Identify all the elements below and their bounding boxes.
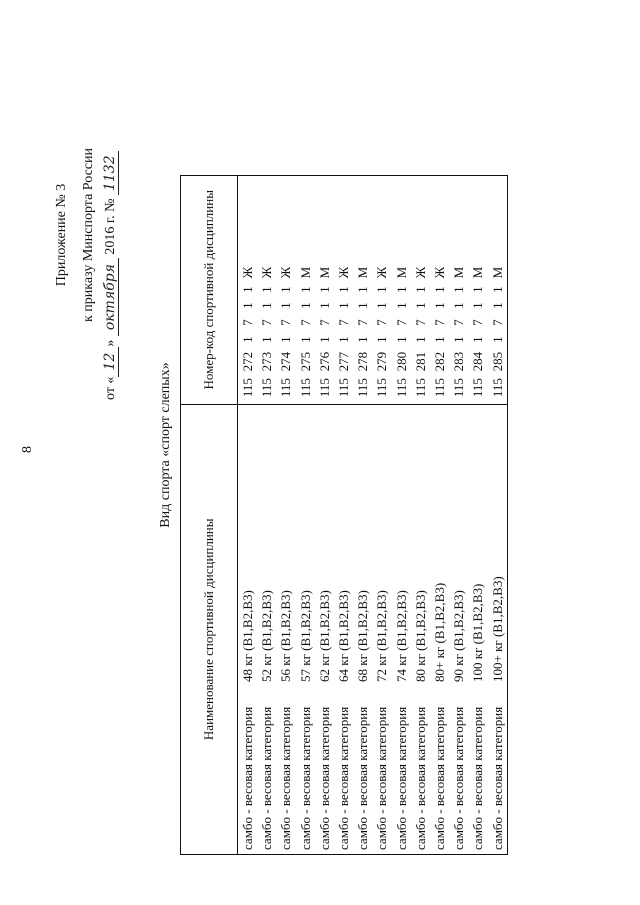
code-segment: 7	[470, 319, 486, 326]
code-segment: 1	[374, 302, 390, 309]
code-segment: 115	[451, 378, 467, 398]
code-segment: Ж	[431, 266, 447, 279]
code-segment: 272	[240, 351, 256, 372]
code-segment: 115	[297, 378, 313, 398]
discipline-code-cell	[411, 176, 430, 405]
discipline-name-cell	[372, 404, 391, 854]
table-row	[276, 176, 295, 855]
discipline-name-cell	[353, 404, 372, 854]
handwritten-day: 12	[102, 347, 119, 377]
code-segment: 7	[316, 319, 332, 326]
discipline-name-prefix: самбо - весовая категория	[431, 706, 447, 850]
discipline-code-cell	[430, 176, 449, 405]
discipline-code-cell	[353, 176, 372, 405]
code-segment: 7	[355, 319, 371, 326]
code-segment: 1	[259, 302, 275, 309]
code-segment: 1	[489, 302, 505, 309]
code-segment: 1	[451, 336, 467, 343]
code-segment: 282	[431, 351, 447, 372]
code-segment: 7	[412, 319, 428, 326]
discipline-code-cell	[449, 176, 468, 405]
code-segment: 279	[374, 351, 390, 372]
table-row	[392, 176, 411, 855]
discipline-name-cell	[257, 404, 276, 854]
code-segment: 115	[470, 378, 486, 398]
code-segment: 115	[393, 378, 409, 398]
code-segment: 1	[259, 336, 275, 343]
code-segment: 7	[336, 319, 352, 326]
discipline-name-cell	[487, 404, 507, 854]
table-row	[315, 176, 334, 855]
code-segment: 1	[278, 286, 294, 293]
code-segment: 273	[259, 351, 275, 372]
code-segment: 276	[316, 351, 332, 372]
date-year-text: 2016 г. №	[103, 198, 118, 255]
discipline-name-cell	[238, 404, 258, 854]
code-segment: Ж	[412, 266, 428, 279]
code-segment: 1	[412, 286, 428, 293]
code-segment: 274	[278, 351, 294, 372]
table-row	[353, 176, 372, 855]
page-number: 8	[20, 446, 35, 453]
table-row	[296, 176, 315, 855]
table-row	[449, 176, 468, 855]
code-segment: 1	[316, 302, 332, 309]
code-segment: М	[393, 266, 409, 279]
code-segment: 1	[451, 302, 467, 309]
code-segment: 275	[297, 351, 313, 372]
code-segment: 285	[489, 351, 505, 372]
code-segment: 1	[355, 302, 371, 309]
code-segment: 1	[316, 286, 332, 293]
header-name: Наименование спортивной дисциплины	[181, 404, 238, 854]
code-segment: 1	[412, 302, 428, 309]
code-segment: 1	[278, 302, 294, 309]
code-segment: 283	[451, 351, 467, 372]
code-segment: 1	[240, 286, 256, 293]
code-segment: 1	[431, 302, 447, 309]
code-segment: 1	[297, 302, 313, 309]
code-segment: 1	[393, 302, 409, 309]
appendix-order-line: к приказу Минспорта России	[81, 148, 96, 322]
code-segment: 115	[278, 378, 294, 398]
code-segment: 1	[393, 286, 409, 293]
date-mid: »	[103, 339, 118, 347]
code-segment: 281	[412, 351, 428, 372]
table-row	[468, 176, 487, 855]
discipline-name-prefix: самбо - весовая категория	[451, 706, 467, 850]
discipline-code-cell	[315, 176, 334, 405]
code-segment: 7	[259, 319, 275, 326]
code-segment: М	[470, 266, 486, 279]
discipline-name-cell	[430, 404, 449, 854]
code-segment: 115	[355, 378, 371, 398]
discipline-name-cell	[411, 404, 430, 854]
code-segment: М	[489, 266, 505, 279]
date-prefix: от «	[103, 376, 118, 400]
code-segment: 278	[355, 351, 371, 372]
code-segment: 7	[297, 319, 313, 326]
discipline-code-cell	[392, 176, 411, 405]
discipline-weight-class: 62 кг (B1,B2,B3)	[316, 590, 332, 682]
table-header-row	[181, 176, 238, 855]
discipline-name-cell	[334, 404, 353, 854]
table-row	[430, 176, 449, 855]
code-segment: 1	[431, 286, 447, 293]
discipline-code-cell	[238, 176, 258, 405]
discipline-weight-class: 100+ кг (B1,B2,B3)	[489, 576, 505, 682]
code-segment: 1	[489, 336, 505, 343]
handwritten-order-number: 1132	[102, 151, 119, 195]
code-segment: 1	[451, 286, 467, 293]
discipline-code-cell	[372, 176, 391, 405]
discipline-name-cell	[315, 404, 334, 854]
table-row	[411, 176, 430, 855]
code-segment: 1	[240, 302, 256, 309]
code-segment: 1	[374, 336, 390, 343]
header-code: Номер-код спортивной дисциплины	[181, 176, 238, 405]
discipline-name-cell	[296, 404, 315, 854]
code-segment: 1	[297, 336, 313, 343]
code-segment: 7	[489, 319, 505, 326]
table-row	[238, 176, 258, 855]
discipline-name-prefix: самбо - весовая категория	[297, 706, 313, 850]
code-segment: 115	[336, 378, 352, 398]
code-segment: 1	[316, 336, 332, 343]
code-segment: 7	[374, 319, 390, 326]
code-segment: Ж	[374, 266, 390, 279]
code-segment: 1	[412, 336, 428, 343]
table-row	[372, 176, 391, 855]
code-segment: 7	[431, 319, 447, 326]
table-row	[487, 176, 507, 855]
code-segment: 1	[297, 286, 313, 293]
discipline-code-cell	[257, 176, 276, 405]
code-segment: 115	[240, 378, 256, 398]
code-segment: 7	[240, 319, 256, 326]
code-segment: 1	[431, 336, 447, 343]
code-segment: 284	[470, 351, 486, 372]
code-segment: Ж	[240, 266, 256, 279]
discipline-name-cell	[276, 404, 295, 854]
discipline-code-cell	[276, 176, 295, 405]
code-segment: 1	[336, 336, 352, 343]
table-body	[238, 176, 508, 855]
code-segment: 1	[393, 336, 409, 343]
code-segment: 277	[336, 351, 352, 372]
code-segment: 115	[489, 378, 505, 398]
discipline-name-cell	[468, 404, 487, 854]
discipline-weight-class: 64 кг (B1,B2,B3)	[336, 590, 352, 682]
discipline-weight-class: 74 кг (B1,B2,B3)	[393, 590, 409, 682]
appendix-title: Приложение № 3	[54, 183, 69, 287]
code-segment: 115	[412, 378, 428, 398]
discipline-name-prefix: самбо - весовая категория	[374, 706, 390, 850]
disciplines-table	[180, 175, 508, 855]
code-segment: 7	[393, 319, 409, 326]
discipline-weight-class: 57 кг (B1,B2,B3)	[297, 590, 313, 682]
discipline-name-prefix: самбо - весовая категория	[278, 706, 294, 850]
code-segment: М	[451, 266, 467, 279]
discipline-name-prefix: самбо - весовая категория	[470, 706, 486, 850]
code-segment: 115	[431, 378, 447, 398]
sport-title: Вид спорта «спорт слепых»	[158, 362, 173, 528]
discipline-weight-class: 68 кг (B1,B2,B3)	[355, 590, 371, 682]
code-segment: 1	[355, 336, 371, 343]
discipline-name-prefix: самбо - весовая категория	[336, 706, 352, 850]
code-segment: М	[355, 266, 371, 279]
discipline-weight-class: 80 кг (B1,B2,B3)	[412, 590, 428, 682]
code-segment: М	[316, 266, 332, 279]
table-row	[334, 176, 353, 855]
code-segment: 1	[336, 286, 352, 293]
discipline-weight-class: 72 кг (B1,B2,B3)	[374, 590, 390, 682]
code-segment: Ж	[336, 266, 352, 279]
code-segment: 1	[240, 336, 256, 343]
discipline-name-prefix: самбо - весовая категория	[412, 706, 428, 850]
discipline-weight-class: 80+ кг (B1,B2,B3)	[431, 582, 447, 682]
code-segment: 1	[336, 302, 352, 309]
discipline-code-cell	[468, 176, 487, 405]
discipline-name-cell	[449, 404, 468, 854]
discipline-name-cell	[392, 404, 411, 854]
code-segment: Ж	[259, 266, 275, 279]
code-segment: 7	[278, 319, 294, 326]
code-segment: 1	[355, 286, 371, 293]
code-segment: 1	[259, 286, 275, 293]
discipline-name-prefix: самбо - весовая категория	[240, 706, 256, 850]
code-segment: 7	[451, 319, 467, 326]
code-segment: 115	[374, 378, 390, 398]
appendix-date-line	[102, 60, 119, 400]
code-segment: 280	[393, 351, 409, 372]
code-segment: 1	[489, 286, 505, 293]
code-segment: Ж	[278, 266, 294, 279]
discipline-name-prefix: самбо - весовая категория	[393, 706, 409, 850]
code-segment: 1	[470, 302, 486, 309]
discipline-weight-class: 52 кг (B1,B2,B3)	[259, 590, 275, 682]
discipline-weight-class: 56 кг (B1,B2,B3)	[278, 590, 294, 682]
handwritten-month: октября	[102, 258, 119, 336]
table-row	[257, 176, 276, 855]
discipline-name-prefix: самбо - весовая категория	[259, 706, 275, 850]
discipline-weight-class: 90 кг (B1,B2,B3)	[451, 590, 467, 682]
discipline-weight-class: 48 кг (B1,B2,B3)	[240, 590, 256, 682]
discipline-weight-class: 100 кг (B1,B2,B3)	[470, 583, 486, 682]
code-segment: 1	[470, 286, 486, 293]
discipline-code-cell	[487, 176, 507, 405]
code-segment: 1	[278, 336, 294, 343]
code-segment: 115	[316, 378, 332, 398]
discipline-code-cell	[296, 176, 315, 405]
discipline-name-prefix: самбо - весовая категория	[355, 706, 371, 850]
code-segment: М	[297, 266, 313, 279]
code-segment: 1	[470, 336, 486, 343]
discipline-name-prefix: самбо - весовая категория	[489, 706, 505, 850]
discipline-code-cell	[334, 176, 353, 405]
discipline-name-prefix: самбо - весовая категория	[316, 706, 332, 850]
code-segment: 115	[259, 378, 275, 398]
code-segment: 1	[374, 286, 390, 293]
